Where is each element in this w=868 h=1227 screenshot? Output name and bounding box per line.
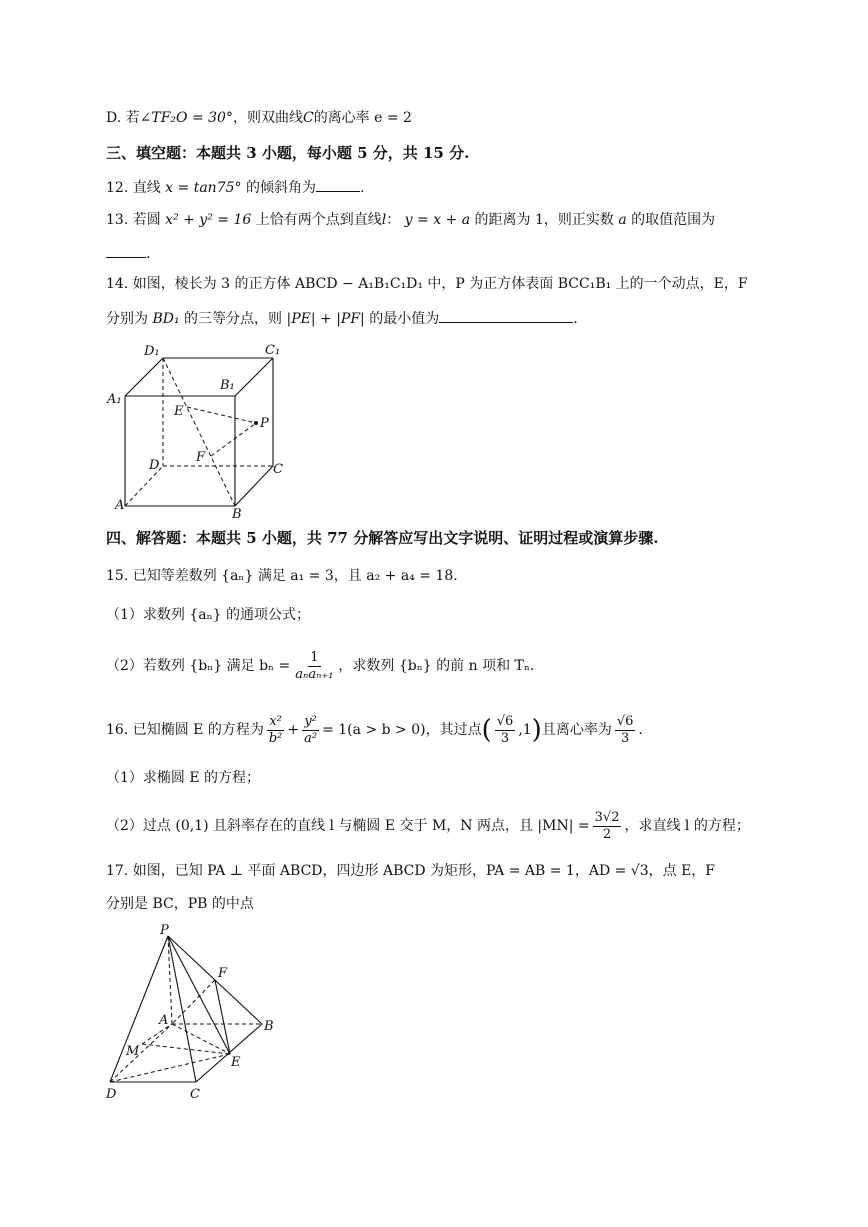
edge-a1d1 <box>125 358 163 396</box>
option-d-prefix: D. 若 <box>106 110 140 126</box>
cube-figure <box>104 338 300 520</box>
q13-mid: 上恰有两个点到直线 <box>255 212 382 228</box>
label-c1: C₁ <box>265 343 281 358</box>
edge-bc <box>235 466 273 506</box>
section-3-title: 三、填空题：本题共 3 小题，每小题 5 分，共 15 分. <box>106 144 470 162</box>
segment-ae <box>172 1024 230 1054</box>
q15-part-2 <box>106 646 534 686</box>
q15-p2-b: ，求数列 {bₙ} 的前 n 项和 Tₙ. <box>338 658 535 674</box>
segment-fa <box>172 980 215 1024</box>
q16-f1-den: b² <box>268 730 283 746</box>
q15-frac-den: aₙaₙ₊₁ <box>295 666 334 682</box>
q16-part-1: （1）求椭圆 E 的方程； <box>106 770 261 786</box>
pyramid-figure <box>100 920 284 1106</box>
label-d: D <box>106 1087 117 1102</box>
q14-text-a: 分别为 <box>106 311 148 327</box>
label-a: A <box>115 498 125 513</box>
option-d-mid: ，则双曲线 <box>232 110 303 126</box>
q13-colon: ： <box>386 212 401 228</box>
q14-bd1: BD₁ <box>152 311 180 327</box>
q13-suffix: 的距离为 1，则正实数 <box>474 212 614 228</box>
q16-e-frac <box>615 714 636 747</box>
q16-f1-num: x² <box>269 713 282 729</box>
label-a: A <box>159 1013 169 1028</box>
q12-prefix: 12. 直线 <box>106 180 161 196</box>
label-m: M <box>126 1044 140 1059</box>
q16-f2-num: y² <box>304 713 317 729</box>
segment-pe <box>187 407 256 423</box>
q16-e-num: √6 <box>616 713 634 729</box>
segment-me <box>142 1044 230 1054</box>
q16-e-den: 3 <box>620 730 630 746</box>
q16-mn-num: 3√2 <box>594 809 620 825</box>
q16-end: . <box>638 722 643 738</box>
q14-line-1: 14. 如图，棱长为 3 的正方体 ABCD − A₁B₁C₁D₁ 中，P 为正方体表面 BCC₁B₁ 上的一个动点，E，F <box>106 276 748 292</box>
segment-pe <box>168 936 230 1054</box>
option-d-suffix: 的离心率 e = 2 <box>313 110 412 126</box>
q13-prefix: 13. 若圆 <box>106 212 161 228</box>
question-13 <box>106 210 715 230</box>
q15-p2-a: （2）若数列 {bₙ} 满足 bₙ = <box>106 658 291 674</box>
q16-p2-a: （2）过点 (0,1) 且斜率存在的直线 l 与椭圆 E 交于 M，N 两点，且 |MN| = <box>106 818 590 834</box>
label-f: F <box>218 966 228 981</box>
q16-mn-frac <box>593 810 622 843</box>
label-b1: B₁ <box>220 378 235 393</box>
option-d-angle: ∠TF₂O = 30° <box>139 110 233 126</box>
q16-mn-den: 2 <box>602 826 612 842</box>
edge-da <box>110 1024 172 1082</box>
q13-a: a <box>618 212 627 228</box>
q14-text-b: 的三等分点，则 <box>184 311 283 327</box>
q16-plus: + <box>287 722 300 738</box>
q12-math: x = tan75° <box>165 180 242 196</box>
q16-point-frac <box>495 714 516 747</box>
answer-blank <box>439 308 573 323</box>
q16-frac-x <box>267 714 285 747</box>
option-d <box>106 108 412 128</box>
q15-frac-num: 1 <box>310 649 319 665</box>
label-c: C <box>190 1087 200 1102</box>
label-p: P <box>260 416 269 431</box>
q16-p2-b: ，求直线 l 的方程； <box>624 818 750 834</box>
q16-part-2 <box>106 806 750 846</box>
label-b: B <box>232 507 242 520</box>
q15-fraction <box>293 650 335 683</box>
q14-line-2: 分别为 BD₁ 的三等分点，则 |PE| + |PF| 的最小值为 . <box>106 308 578 329</box>
q17-line-2: 分别是 BC，PB 的中点 <box>106 896 254 912</box>
q17-line-1: 17. 如图，已知 PA ⊥ 平面 ABCD，四边形 ABCD 为矩形，PA = AB = 1，AD = √3，点 E，F <box>106 863 716 879</box>
answer-blank <box>316 177 360 192</box>
q13-circle: x² + y² = 16 <box>165 212 252 228</box>
label-d: D <box>149 458 160 473</box>
q13-end: 的取值范围为 <box>631 212 716 228</box>
label-c: C <box>273 462 283 477</box>
edge-b1c1 <box>235 358 273 396</box>
label-e: E <box>174 404 184 419</box>
question-12: 12. 直线 x = tan75° 的倾斜角为 . <box>106 177 364 198</box>
q16-pt-tail: ,1 <box>518 722 532 738</box>
q16-eq: = 1(a > b > 0)，其过点 <box>322 722 482 738</box>
question-16: 16. 已知椭圆 E 的方程为 $\frac{\text{x²}}{\text{b²}}$ + $\frac{\text{y²}}{\text{a²}}$ = 1(a > b > 0)，其过点( $\frac{√6}{3}$ ,1)且离心率为 $\frac{√6}{3}$ . <box>106 713 643 746</box>
q15-part-1: （1）求数列 {aₙ} 的通项公式； <box>106 607 311 623</box>
q16-pt-num: √6 <box>496 713 514 729</box>
q13-blank-line: . <box>106 243 150 264</box>
q16-frac-y <box>302 714 319 747</box>
option-d-c: C <box>302 110 314 126</box>
section-4-title: 四、解答题：本题共 5 小题，共 77 分解答应写出文字说明、证明过程或演算步骤. <box>106 529 659 547</box>
q13-line: y = x + a <box>404 212 471 228</box>
q14-text-c: 的最小值为 <box>369 311 440 327</box>
label-d1: D₁ <box>144 344 160 359</box>
answer-blank <box>106 243 146 258</box>
edge-pd <box>110 936 168 1082</box>
label-e: E <box>231 1055 241 1070</box>
q16-ecc: 且离心率为 <box>541 722 612 738</box>
label-p: P <box>160 923 169 938</box>
q16-a: 16. 已知椭圆 E 的方程为 <box>106 722 264 738</box>
point-p <box>254 421 258 425</box>
q16-pt-den: 3 <box>500 730 510 746</box>
q16-f2-den: a² <box>304 730 318 746</box>
label-f: F <box>196 450 206 465</box>
q14-expression: |PE| + |PF| <box>286 311 365 327</box>
label-a1: A₁ <box>107 392 122 407</box>
question-15: 15. 已知等差数列 {aₙ} 满足 a₁ = 3，且 a₂ + a₄ = 18. <box>106 568 458 584</box>
segment-fe <box>215 980 230 1054</box>
q12-suffix: 的倾斜角为 <box>245 180 316 196</box>
q13-l: l <box>381 212 387 228</box>
segment-pf <box>211 423 256 456</box>
label-b: B <box>264 1019 274 1034</box>
